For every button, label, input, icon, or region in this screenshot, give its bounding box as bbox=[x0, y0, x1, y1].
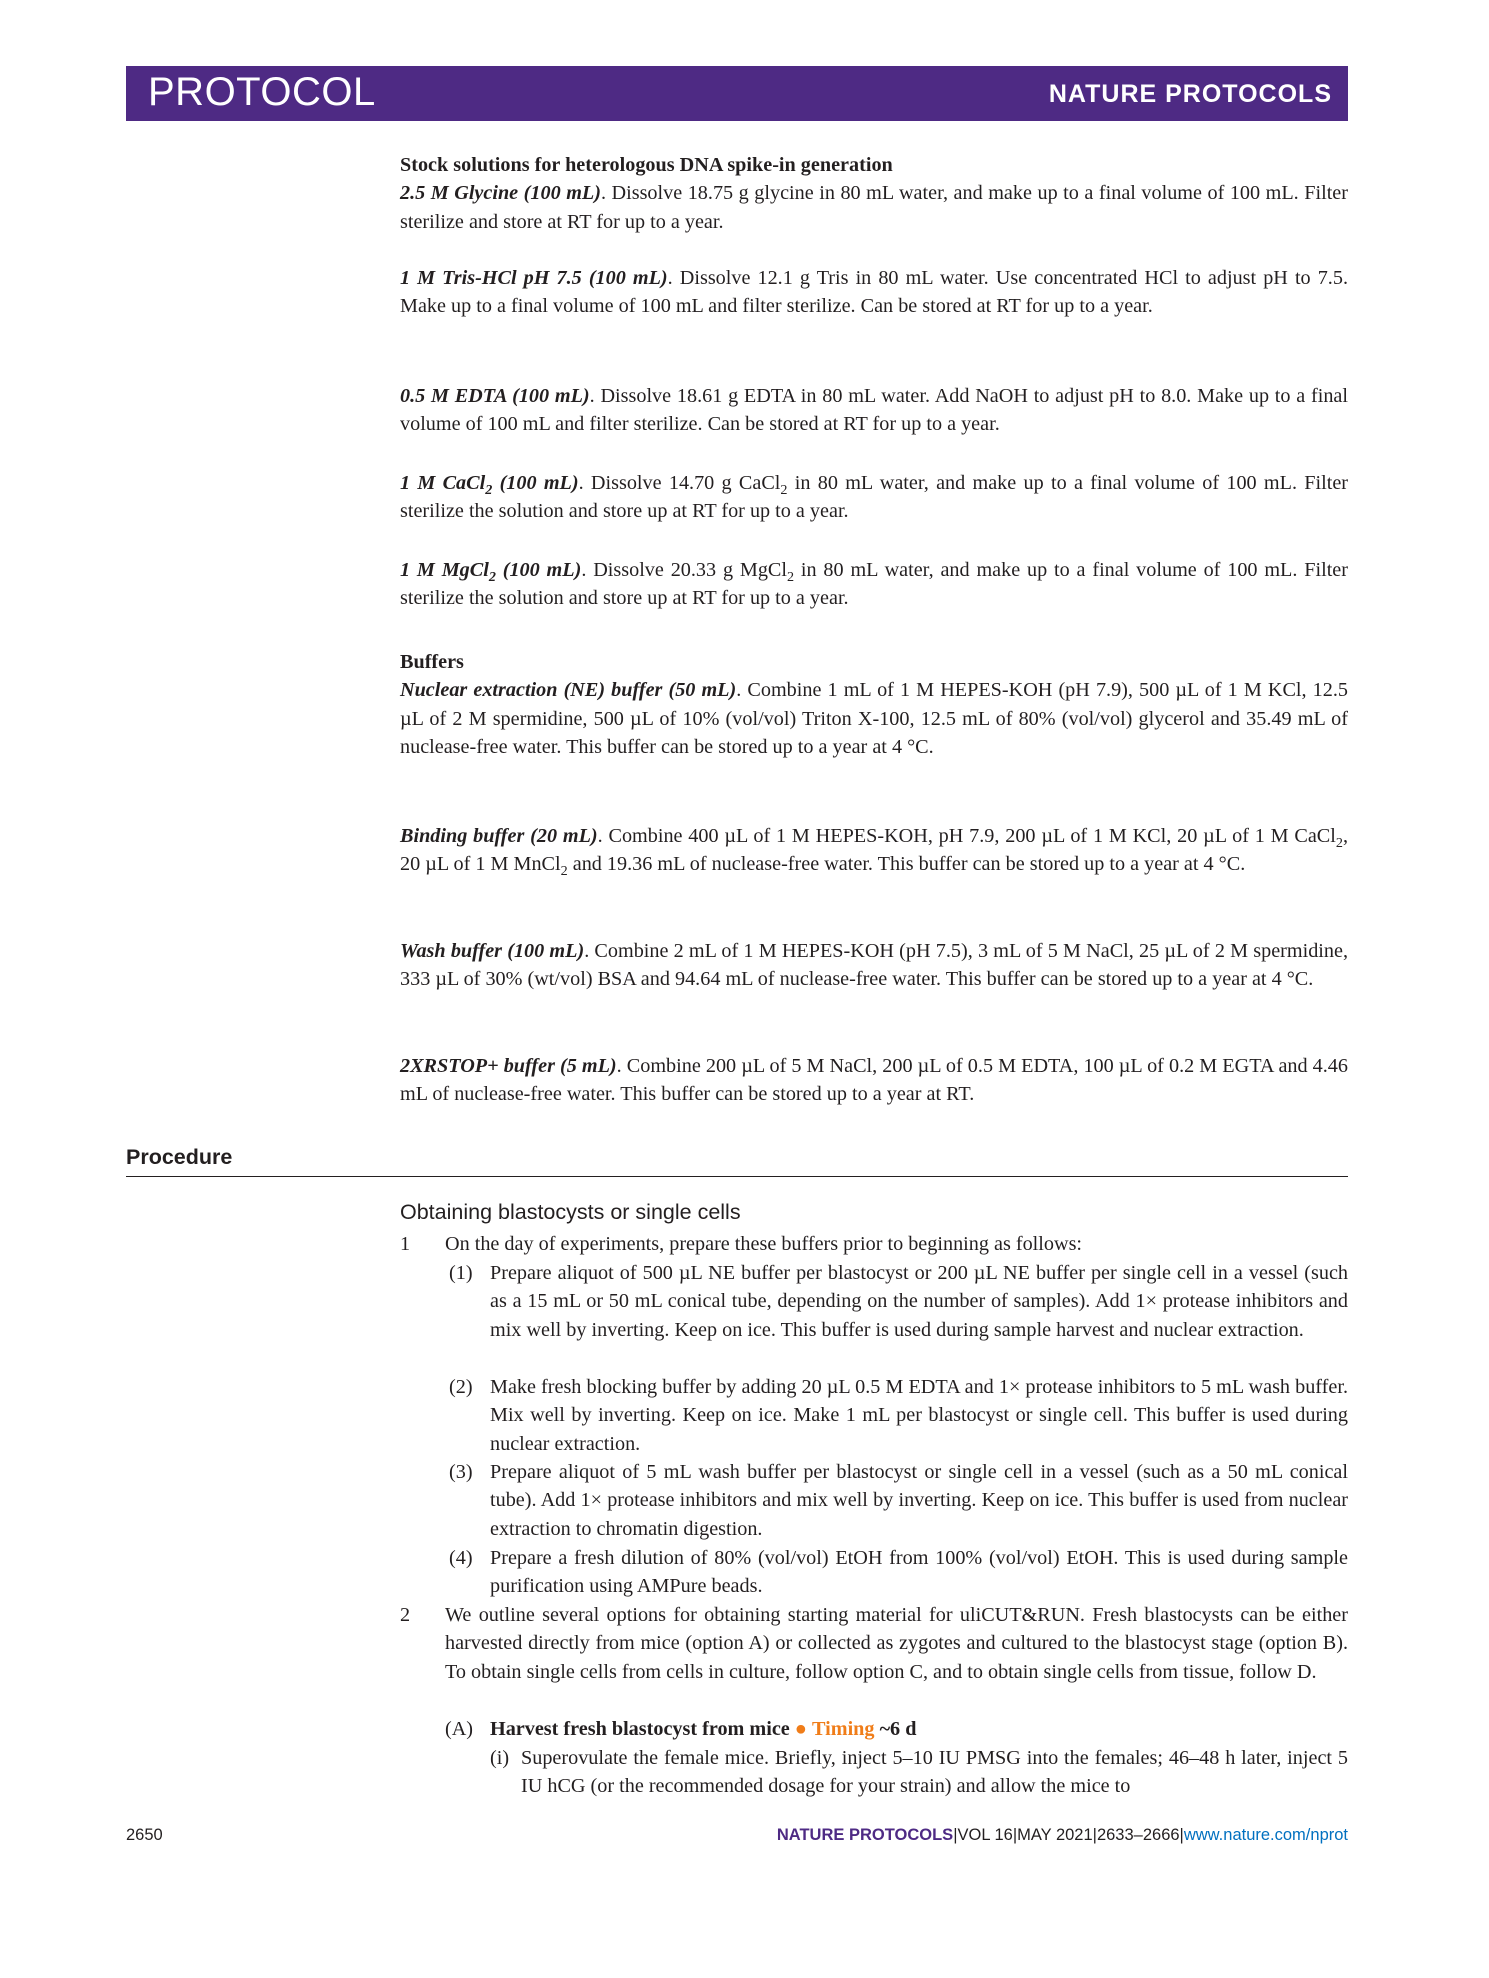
glycine-entry bbox=[400, 179, 1348, 236]
cacl2-text-b: in 80 mL water, and make up to a final volume of 100 mL. Filter sterilize the solution and store up at RT for up to a year. bbox=[400, 472, 1348, 523]
section-type-label: PROTOCOL bbox=[148, 70, 376, 114]
option-a-number: (A) bbox=[445, 1718, 474, 1740]
option-a-substep-i-number: (i) bbox=[490, 1747, 510, 1769]
cacl2-entry: 1 M CaCl$_2$ (100 mL). Dissolve 14.70 g CaCl$_2$ in 80 mL water, and make up to a final volume of 100 mL. Filter sterilize the solution and store up at RT for up to a year. bbox=[400, 472, 1348, 523]
step-1-number: 1 bbox=[400, 1233, 411, 1255]
timing-value: ~6 d bbox=[879, 1718, 917, 1740]
step-1-item-1-text: Prepare aliquot of 500 µL NE buffer per blastocyst or 200 µL NE buffer per single cell in a vessel (such as a 15 mL or 50 mL conical tube, depending on the number of samples). Add 1× protease inhibitors and mix well by inverting. Keep on ice. This buffer is used during sample harvest and nuclear extraction. bbox=[490, 1262, 1348, 1341]
buffers-heading: Buffers bbox=[400, 651, 464, 673]
mgcl2-text-b: in 80 mL water, and make up to a final volume of 100 mL. Filter sterilize the solution and store up at RT for up to a year. bbox=[400, 559, 1348, 610]
timing-bullet-icon: ● bbox=[794, 1718, 807, 1740]
option-a-heading bbox=[490, 1715, 1348, 1743]
header-banner bbox=[126, 66, 1348, 121]
ne-buffer-text: . Combine 1 mL of 1 M HEPES-KOH (pH 7.9), 500 µL of 1 M KCl, 12.5 µL of 2 M spermidine, 500 µL of 10% (vol/vol) Triton X-100, 12.5 mL of 80% (vol/vol) glycerol and 35.49 mL of nuclease-free water. This buffer can be stored up to a year at 4 °C. bbox=[400, 679, 1348, 758]
ne-buffer-title: Nuclear extraction (NE) buffer (50 mL) bbox=[400, 679, 737, 702]
wash-buffer-title: Wash buffer (100 mL) bbox=[400, 940, 585, 962]
xrstop-buffer-entry bbox=[400, 1052, 1348, 1109]
footer-date: MAY 2021 bbox=[1017, 1826, 1093, 1844]
step-1-item-2-number: (2) bbox=[449, 1376, 473, 1398]
step-1-item-2-text: Make fresh blocking buffer by adding 20 µL 0.5 M EDTA and 1× protease inhibitors to 5 mL wash buffer. Mix well by inverting. Keep on ice. Make 1 mL per blastocyst or single cell. This buffer is used during nuclear extraction. bbox=[490, 1376, 1348, 1455]
step-2-text: We outline several options for obtaining starting material for uliCUT&RUN. Fresh blastocysts can be either harvested directly from mice (option A) or collected as zygotes and cultured to the blastocyst stage (option B). To obtain single cells from cells in culture, follow option C, and to obtain single cells from tissue, follow D. bbox=[445, 1604, 1348, 1683]
edta-title: 0.5 M EDTA (100 mL) bbox=[400, 385, 590, 407]
footer-citation: NATURE PROTOCOLS|VOL 16|MAY 2021|2633–2666|www.nature.com/nprot bbox=[776, 1826, 1348, 1844]
xrstop-buffer-title: 2XRSTOP+ buffer (5 mL) bbox=[400, 1055, 617, 1077]
journal-name: NATURE PROTOCOLS bbox=[1048, 80, 1332, 108]
mgcl2-text-a: . Dissolve 20.33 g MgCl bbox=[581, 559, 787, 581]
option-a-title: Harvest fresh blastocyst from mice bbox=[490, 1718, 790, 1740]
step-1-item-4-number: (4) bbox=[449, 1547, 473, 1569]
step-1-item-3-number: (3) bbox=[449, 1461, 473, 1483]
step-1-item-1-number: (1) bbox=[449, 1262, 473, 1284]
footer-journal: NATURE PROTOCOLS bbox=[776, 1826, 954, 1844]
footer-volume: VOL 16 bbox=[957, 1826, 1013, 1844]
glycine-title: 2.5 M Glycine (100 mL) bbox=[400, 182, 601, 205]
stock-solutions-section bbox=[400, 151, 1348, 236]
tris-text: . Dissolve 12.1 g Tris in 80 mL water. Use concentrated HCl to adjust pH to 7.5. Make up to a final volume of 100 mL and filter sterilize. Can be stored at RT for up to a year. bbox=[400, 267, 1348, 318]
edta-entry bbox=[400, 382, 1348, 439]
xrstop-buffer-text: . Combine 200 µL of 5 M NaCl, 200 µL of 0.5 M EDTA, 100 µL of 0.2 M EGTA and 4.46 mL of nuclease-free water. This buffer can be stored up to a year at RT. bbox=[400, 1055, 1348, 1106]
mgcl2-entry: 1 M MgCl$_2$ (100 mL). Dissolve 20.33 g MgCl$_2$ in 80 mL water, and make up to a final volume of 100 mL. Filter sterilize the solution and store up at RT for up to a year. bbox=[400, 559, 1348, 610]
option-a-substep-i-text: Superovulate the female mice. Briefly, inject 5–10 IU PMSG into the females; 46–48 h later, inject 5 IU hCG (or the recommended dosage for your strain) and allow the mice to bbox=[521, 1747, 1348, 1798]
binding-buffer-title: Binding buffer (20 mL) bbox=[400, 825, 598, 847]
step-1-item-3-text: Prepare aliquot of 5 mL wash buffer per blastocyst or single cell in a vessel (such as a 50 mL conical tube). Add 1× protease inhibitors and mix well by inverting. Keep on ice. This buffer is used from nuclear extraction to chromatin digestion. bbox=[490, 1461, 1348, 1540]
procedure-subheading: Obtaining blastocysts or single cells bbox=[400, 1200, 741, 1224]
cacl2-text-a: . Dissolve 14.70 g CaCl bbox=[578, 472, 781, 494]
page-number: 2650 bbox=[126, 1826, 163, 1844]
binding-buffer-entry: Binding buffer (20 mL). Combine 400 µL of 1 M HEPES-KOH, pH 7.9, 200 µL of 1 M KCl, 20 µL of 1 M CaCl$_2$, 20 µL of 1 M MnCl$_2$ and 19.36 mL of nuclease-free water. This buffer can be stored up to a year at 4 °C. bbox=[400, 825, 1348, 880]
wash-buffer-text: . Combine 2 mL of 1 M HEPES-KOH (pH 7.5), 3 mL of 5 M NaCl, 25 µL of 2 M spermidine, 333 µL of 30% (wt/vol) BSA and 94.64 mL of nuclease-free water. This buffer can be stored up to a year at 4 °C. bbox=[400, 940, 1348, 991]
wash-buffer-entry bbox=[400, 937, 1348, 994]
procedure-divider bbox=[126, 1176, 1348, 1177]
footer-pages: 2633–2666 bbox=[1096, 1826, 1180, 1844]
step-2-number: 2 bbox=[400, 1604, 411, 1626]
stock-heading: Stock solutions for heterologous DNA spike-in generation bbox=[400, 154, 893, 176]
tris-entry bbox=[400, 264, 1348, 321]
buffers-section bbox=[400, 648, 1348, 761]
cacl2-title-a: 1 M CaCl bbox=[400, 472, 486, 494]
step-1-item-4-text: Prepare a fresh dilution of 80% (vol/vol) EtOH from 100% (vol/vol) EtOH. This is used during sample purification using AMPure beads. bbox=[490, 1547, 1348, 1598]
procedure-label: Procedure bbox=[126, 1145, 233, 1169]
timing-label: Timing bbox=[812, 1718, 875, 1740]
tris-title: 1 M Tris-HCl pH 7.5 (100 mL) bbox=[400, 267, 668, 289]
footer-url-link[interactable]: www.nature.com/nprot bbox=[1183, 1826, 1348, 1844]
mgcl2-title-a: 1 M MgCl bbox=[400, 559, 489, 581]
ne-buffer-entry bbox=[400, 676, 1348, 761]
step-1-text: On the day of experiments, prepare these buffers prior to beginning as follows: bbox=[445, 1233, 1083, 1255]
edta-text: . Dissolve 18.61 g EDTA in 80 mL water. Add NaOH to adjust pH to 8.0. Make up to a final volume of 100 mL and filter sterilize. Can be stored at RT for up to a year. bbox=[400, 385, 1348, 436]
glycine-text: . Dissolve 18.75 g glycine in 80 mL water, and make up to a final volume of 100 mL. Filter sterilize and store at RT for up to a year. bbox=[400, 182, 1348, 233]
